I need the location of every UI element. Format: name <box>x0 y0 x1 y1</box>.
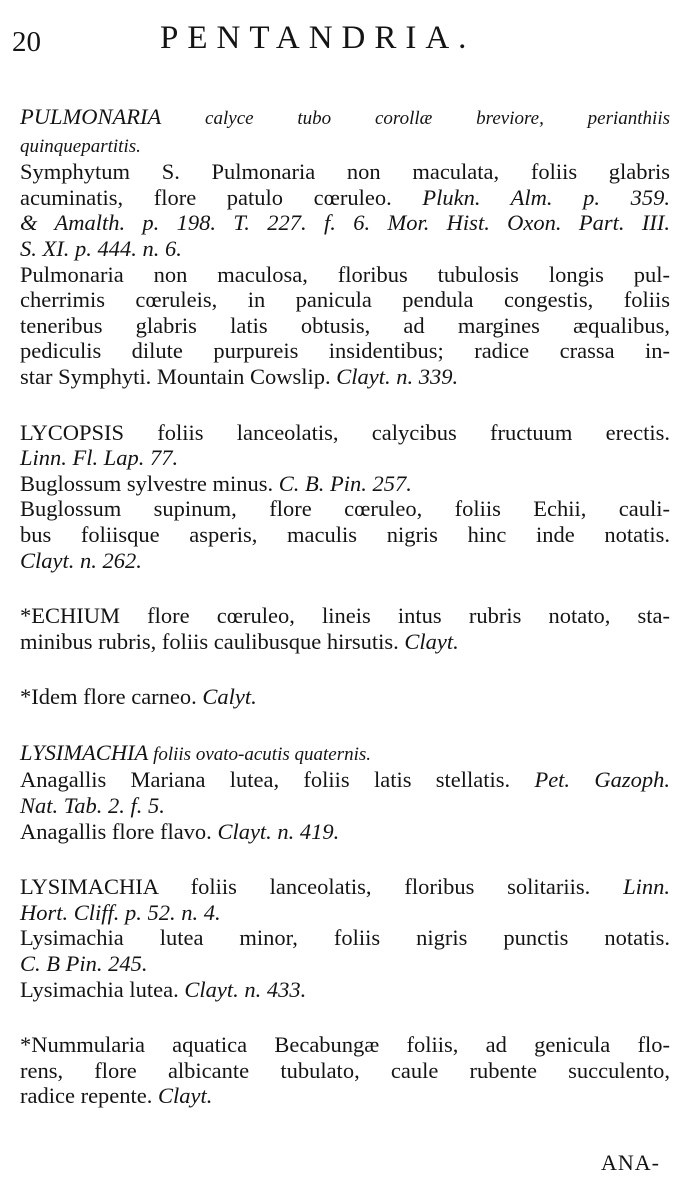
text-line <box>20 471 670 497</box>
reference: Clayt. <box>404 628 459 654</box>
text-line <box>20 819 670 845</box>
text-line <box>20 210 670 236</box>
reference: Clayt. <box>158 1083 213 1109</box>
text-line <box>20 287 670 313</box>
synonym-text: pediculis dilute purpureis insidentibus; radice crassa in- <box>20 338 670 364</box>
running-header <box>0 20 684 66</box>
species-text: LYCOPSIS foliis lanceolatis, calycibus fructuum erectis. <box>20 419 670 445</box>
description: foliis ovato-acutis quaternis. <box>148 743 372 765</box>
species-text: rens, flore albicante tubulato, caule rubente succulento, <box>20 1057 670 1083</box>
text-line <box>20 496 670 522</box>
text-line <box>20 262 670 288</box>
text-line <box>20 951 670 977</box>
synonym-text: cherrimis cœruleis, in panicula pendula congestis, foliis <box>20 287 670 313</box>
entry-pulmonaria <box>20 104 670 390</box>
text-line <box>20 874 670 900</box>
synonym-text: star Symphyti. Mountain Cowslip. <box>20 363 331 389</box>
text-line <box>20 236 670 262</box>
text-line <box>20 629 670 655</box>
text-line <box>20 603 670 629</box>
text-line <box>20 132 670 160</box>
text-line <box>20 338 670 364</box>
genus-name: LYSIMACHIA <box>20 739 149 765</box>
synonym-text: Lysimachia lutea minor, foliis nigris punctis notatis. <box>20 925 670 951</box>
text-line <box>20 313 670 339</box>
reference: Clayt. n. 262. <box>20 547 142 573</box>
synonym-text: Buglossum sylvestre minus. <box>20 470 274 496</box>
reference: Pet. Gazoph. <box>534 767 670 793</box>
entry-nummularia <box>20 1032 670 1109</box>
synonym-text: Anagallis Mariana lutea, foliis latis stellatis. <box>20 767 511 793</box>
entry-lysimachia-quaternis <box>20 740 670 844</box>
page-title: PENTANDRIA. <box>160 20 476 56</box>
text-line <box>20 767 670 793</box>
synonym-text: acuminatis, flore patulo cœruleo. <box>20 184 392 210</box>
entry-lysimachia-lanceolatis <box>20 874 670 1002</box>
synonym-text: Buglossum supinum, flore cœruleo, foliis Echii, cauli- <box>20 496 670 522</box>
reference: Plukn. Alm. p. 359. <box>422 184 670 210</box>
species-text: minibus rubris, foliis caulibusque hirsutis. <box>20 628 399 654</box>
genus-name: PULMONARIA <box>20 104 162 129</box>
reference: C. B. Pin. 257. <box>278 470 412 496</box>
species-text: *ECHIUM flore cœruleo, lineis intus rubris notato, sta- <box>20 603 670 629</box>
text-line <box>20 684 670 710</box>
reference: Linn. Fl. Lap. 77. <box>20 445 179 471</box>
species-text: *Idem flore carneo. <box>20 684 197 710</box>
text-line <box>20 977 670 1003</box>
reference: Calyt. <box>202 684 257 710</box>
synonym-text: Pulmonaria non maculosa, floribus tubulosis longis pul- <box>20 261 670 287</box>
reference: Clayt. n. 433. <box>184 976 307 1002</box>
text-line <box>20 793 670 819</box>
text-line <box>20 900 670 926</box>
reference: S. XI. p. 444. n. 6. <box>20 235 182 261</box>
entry-lycopsis <box>20 420 670 574</box>
species-text: LYSIMACHIA foliis lanceolatis, floribus solitariis. <box>20 874 591 900</box>
text-line <box>20 740 670 768</box>
text-line <box>20 1083 670 1109</box>
synonym-text: Lysimachia lutea. <box>20 976 179 1002</box>
text-line <box>20 522 670 548</box>
reference: C. B Pin. 245. <box>20 951 148 977</box>
reference: & Amalth. p. 198. T. 227. f. 6. Mor. Hist. Oxon. Part. III. <box>20 210 670 236</box>
text-line <box>20 1058 670 1084</box>
text-line <box>20 185 670 211</box>
reference: Clayt. n. 339. <box>336 363 459 389</box>
reference: Linn. <box>623 874 670 900</box>
text-line <box>20 548 670 574</box>
entry-idem <box>20 684 670 710</box>
species-text: radice repente. <box>20 1083 153 1109</box>
text-line <box>20 925 670 951</box>
text-line <box>20 420 670 446</box>
reference: Clayt. n. 419. <box>217 818 340 844</box>
entry-echium <box>20 603 670 654</box>
reference: Nat. Tab. 2. f. 5. <box>20 793 165 819</box>
text-line <box>20 159 670 185</box>
synonym-text: bus foliisque asperis, maculis nigris hinc inde notatis. <box>20 521 670 547</box>
text-line <box>20 1032 670 1058</box>
description: calyce tubo corollæ breviore, perianthiis <box>161 108 670 129</box>
text-line <box>20 104 670 132</box>
description: quinquepartitis. <box>20 135 141 157</box>
page-body <box>20 104 670 1139</box>
synonym-text: teneribus glabris latis obtusis, ad margines æqualibus, <box>20 312 670 338</box>
synonym-text: Symphytum S. Pulmonaria non maculata, foliis glabris <box>20 159 670 185</box>
catchword: ANA- <box>601 1150 660 1175</box>
text-line <box>20 445 670 471</box>
page-number: 20 <box>12 26 41 58</box>
text-line <box>20 364 670 390</box>
synonym-text: Anagallis flore flavo. <box>20 818 212 844</box>
species-text: *Nummularia aquatica Becabungæ foliis, ad genicula flo- <box>20 1032 670 1058</box>
reference: Hort. Cliff. p. 52. n. 4. <box>20 899 221 925</box>
